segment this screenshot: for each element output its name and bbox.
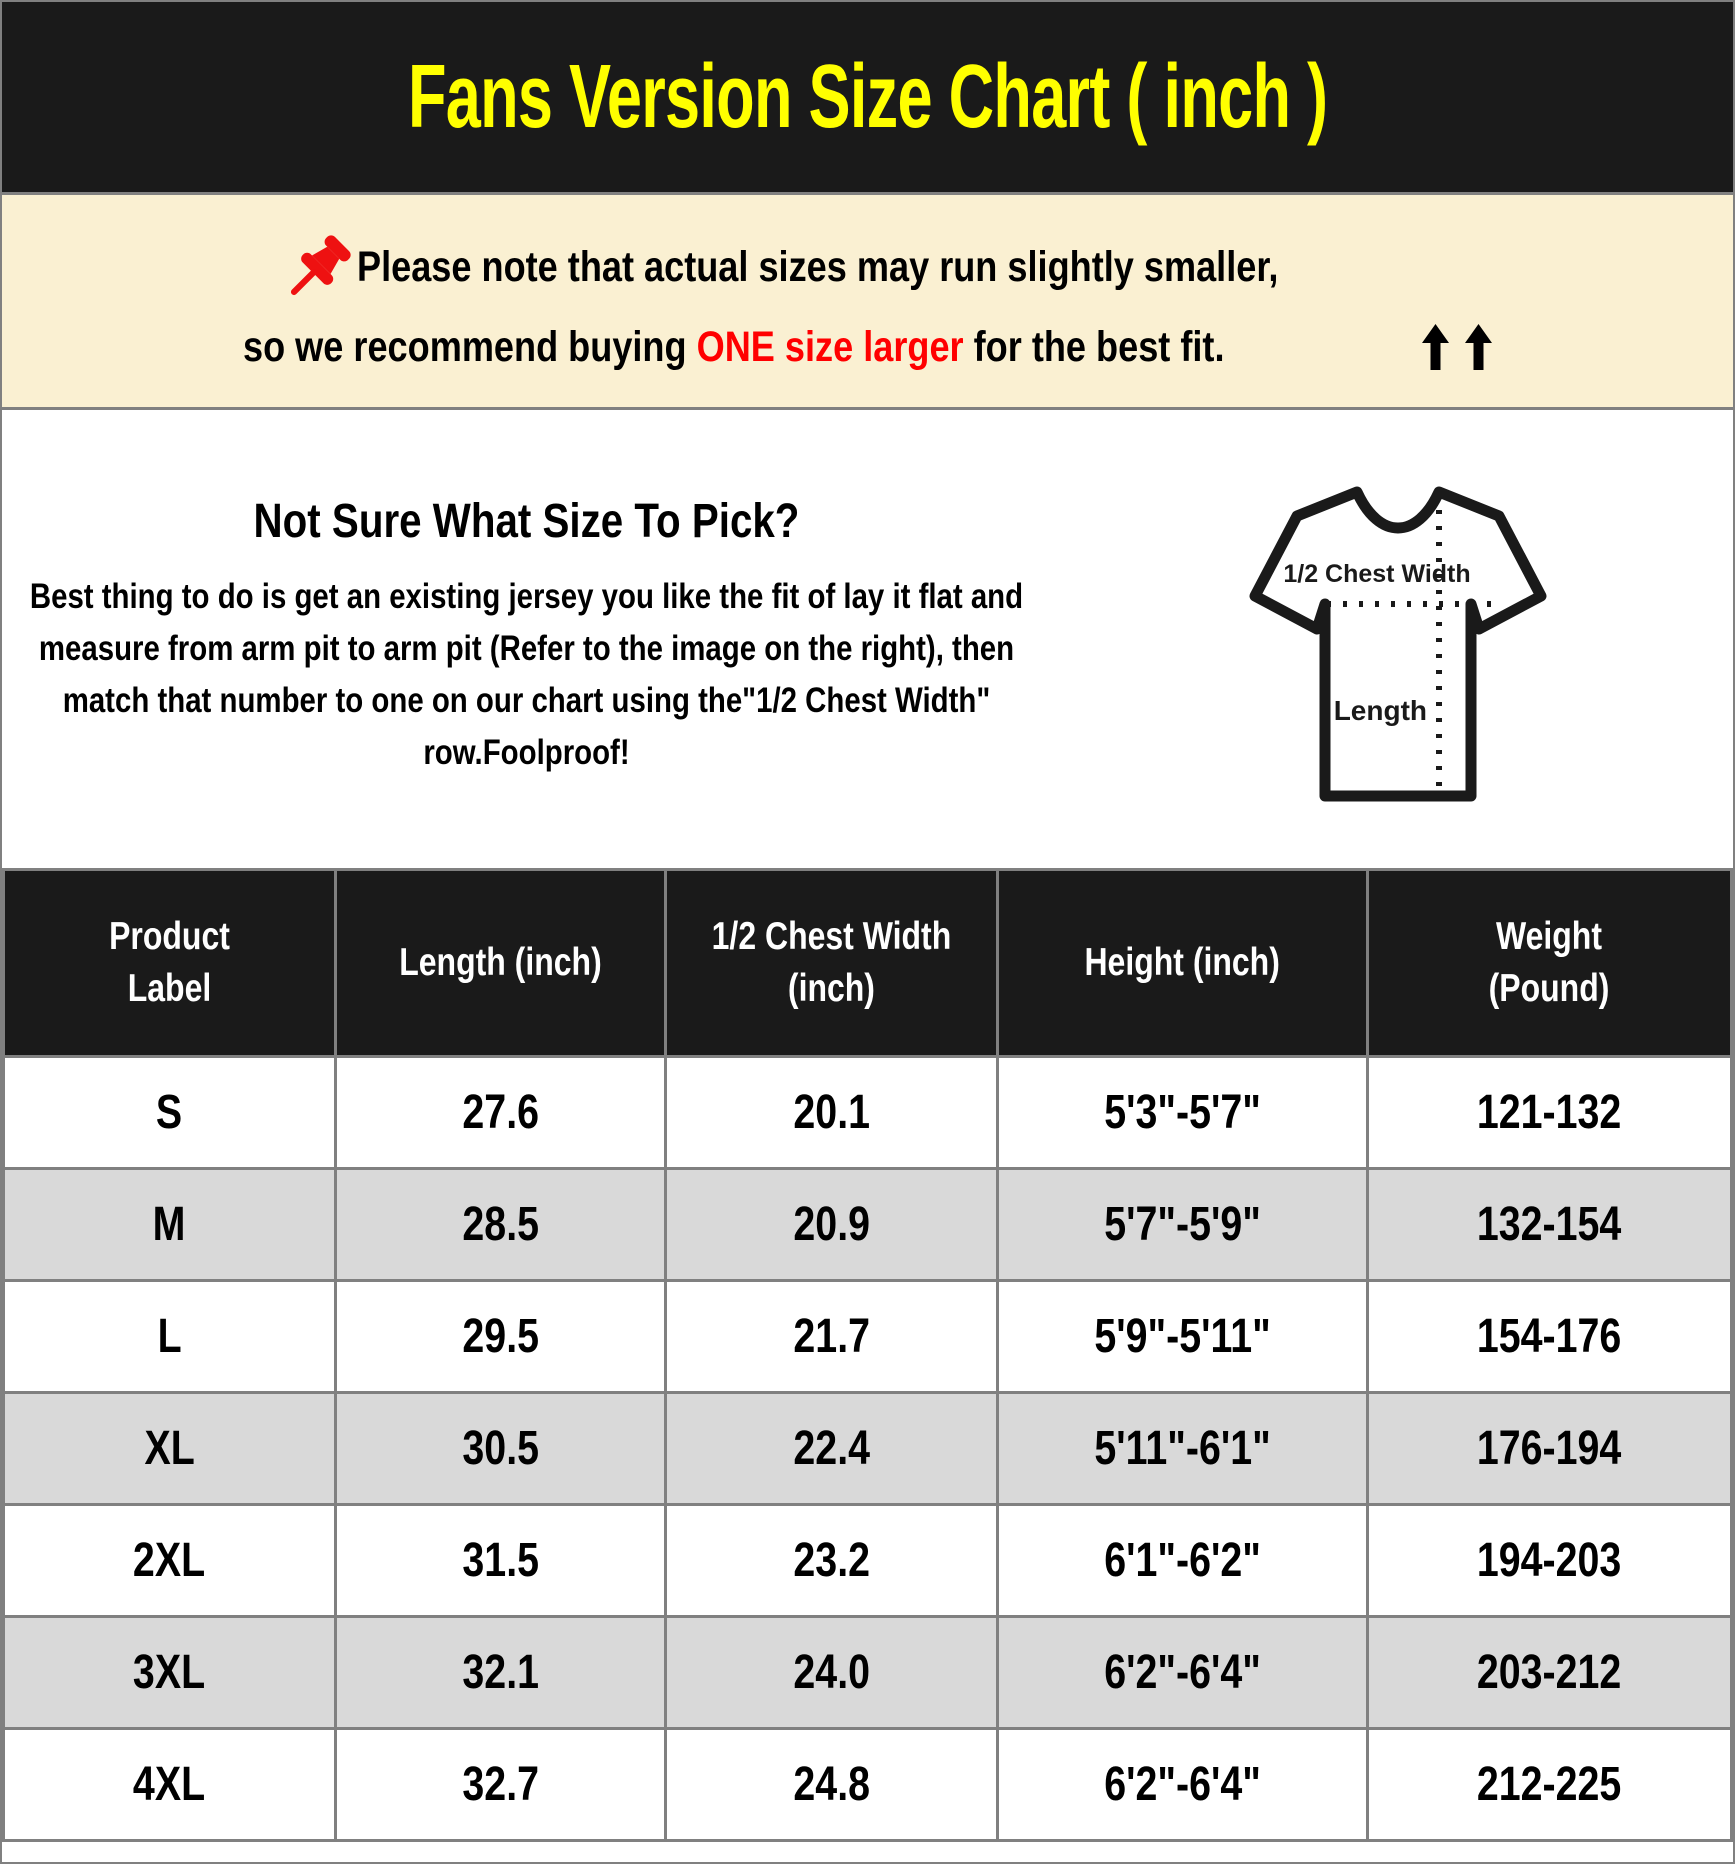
note-line-2 [243, 323, 1491, 372]
table-cell-weight: 212-225 [1367, 1729, 1731, 1841]
table-cell-height: 5'11"-6'1" [997, 1393, 1367, 1505]
table-header-row [4, 870, 1732, 1057]
table-cell-length: 27.6 [335, 1057, 665, 1169]
note-line-1 [281, 231, 1454, 305]
table-cell-height: 6'2"-6'4" [997, 1729, 1367, 1841]
table-row [4, 1729, 1732, 1841]
table-cell-weight: 154-176 [1367, 1281, 1731, 1393]
guide-body: Best thing to do is get an existing jersey you like the fit of lay it flat and measure from arm pit to arm pit (Refer to the image on the right), then match that number to one on our chart using the"1/2 Chest Width" row.Foolproof! [29, 577, 1024, 772]
table-cell-chest: 24.0 [666, 1617, 998, 1729]
up-arrows [1422, 324, 1492, 370]
column-header-weight: Weight (Pound) [1367, 870, 1731, 1057]
page-title: Fans Version Size Chart ( inch ) [407, 46, 1328, 147]
table-cell-height: 5'9"-5'11" [997, 1281, 1367, 1393]
table-cell-label: XL [4, 1393, 336, 1505]
table-cell-length: 30.5 [335, 1393, 665, 1505]
table-header [4, 870, 1732, 1057]
note-text-2-pre: so we recommend buying [243, 322, 697, 371]
column-header-product-label: Product Label [4, 870, 336, 1057]
pushpin-icon [281, 231, 355, 305]
length-label: Length [1333, 695, 1427, 726]
up-arrow-icon [1422, 324, 1449, 370]
table-cell-height: 5'3"-5'7" [997, 1057, 1367, 1169]
table-cell-label: 4XL [4, 1729, 336, 1841]
table-cell-chest: 24.8 [666, 1729, 998, 1841]
table-cell-label: S [4, 1057, 336, 1169]
tshirt-measure-diagram [1245, 462, 1551, 818]
table-cell-height: 6'2"-6'4" [997, 1617, 1367, 1729]
table-row [4, 1281, 1732, 1393]
note-text-1: Please note that actual sizes may run slightly smaller, [357, 243, 1279, 291]
table-cell-length: 31.5 [335, 1505, 665, 1617]
size-chart-table [2, 868, 1733, 1842]
table-cell-length: 28.5 [335, 1169, 665, 1281]
table-cell-height: 6'1"-6'2" [997, 1505, 1367, 1617]
table-cell-label: 3XL [4, 1617, 336, 1729]
table-cell-label: 2XL [4, 1505, 336, 1617]
table-cell-chest: 22.4 [666, 1393, 998, 1505]
table-cell-label: L [4, 1281, 336, 1393]
table-cell-weight: 203-212 [1367, 1617, 1731, 1729]
column-header-chest-width: 1/2 Chest Width (inch) [666, 870, 998, 1057]
sizing-guide-section [2, 410, 1733, 868]
one-size-larger-highlight: ONE size larger [696, 322, 964, 371]
table-row [4, 1617, 1732, 1729]
note-strip [2, 195, 1733, 410]
table-cell-length: 32.7 [335, 1729, 665, 1841]
note-text-2 [243, 323, 1224, 372]
table-cell-weight: 176-194 [1367, 1393, 1731, 1505]
guide-text-block [12, 494, 1041, 779]
table-cell-weight: 132-154 [1367, 1169, 1731, 1281]
table-cell-label: M [4, 1169, 336, 1281]
table-cell-weight: 194-203 [1367, 1505, 1731, 1617]
size-table-body [4, 1057, 1732, 1841]
table-cell-chest: 20.9 [666, 1169, 998, 1281]
table-cell-chest: 21.7 [666, 1281, 998, 1393]
table-cell-chest: 20.1 [666, 1057, 998, 1169]
table-cell-length: 29.5 [335, 1281, 665, 1393]
table-row [4, 1505, 1732, 1617]
table-row [4, 1393, 1732, 1505]
chest-width-label: 1/2 Chest Width [1283, 560, 1471, 588]
banner [2, 2, 1733, 195]
table-row [4, 1057, 1732, 1169]
table-cell-weight: 121-132 [1367, 1057, 1731, 1169]
guide-heading: Not Sure What Size To Pick? [253, 495, 800, 548]
table-row [4, 1169, 1732, 1281]
column-header-height: Height (inch) [997, 870, 1367, 1057]
column-header-length: Length (inch) [335, 870, 665, 1057]
table-cell-height: 5'7"-5'9" [997, 1169, 1367, 1281]
table-cell-chest: 23.2 [666, 1505, 998, 1617]
note-text-2-post: for the best fit. [963, 322, 1225, 371]
tshirt-outline-icon [1245, 462, 1551, 818]
up-arrow-icon [1465, 324, 1492, 370]
table-cell-length: 32.1 [335, 1617, 665, 1729]
